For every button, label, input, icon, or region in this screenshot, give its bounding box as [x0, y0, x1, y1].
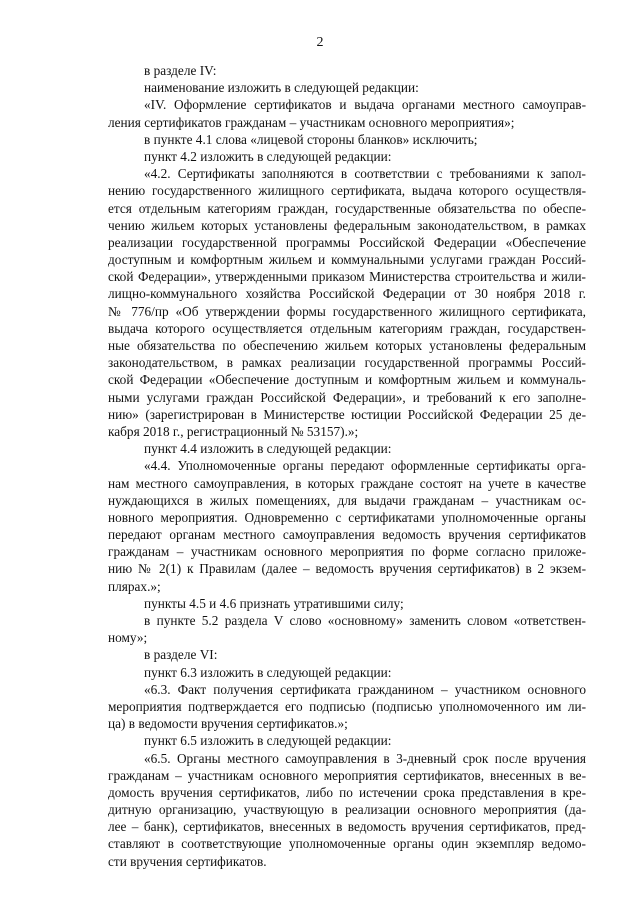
text-line: гражданам – участникам основного мероприятия по форме согласно приложе- — [108, 544, 586, 560]
text-line: «6.5. Органы местного самоуправления в 3-дневный срок после вручения — [144, 750, 586, 766]
text-line: лищно-коммунального хозяйства Российской Федерации от 30 ноября 2018 г. — [108, 286, 586, 302]
text-line: ца) в ведомости вручения сертификатов.»; — [108, 716, 348, 732]
text-line: нению государственного жилищного сертификата, выдача которого осуществля- — [108, 183, 586, 199]
text-line: пункт 6.5 изложить в следующей редакции: — [144, 733, 392, 749]
text-line: лее – банк), сертификатов, внесенных в ведомость вручения сертификатов, пред- — [108, 819, 586, 835]
text-line: «IV. Оформление сертификатов и выдача органами местного самоуправ- — [144, 97, 586, 113]
text-line: нию № 2(1) к Правилам (далее – ведомость вручения сертификатов) в 2 экзем- — [108, 561, 586, 577]
text-line: сти вручения сертификатов. — [108, 853, 267, 869]
text-line: ется отдельным категориям граждан, государственные обязательства по обеспе- — [108, 200, 586, 216]
text-line: пункты 4.5 и 4.6 признать утратившими силу; — [144, 595, 404, 611]
text-line: «4.4. Уполномоченные органы передают оформленные сертификаты орга- — [144, 458, 586, 474]
text-line: ставляют в соответствующие уполномоченные органы один экземпляр ведомо- — [108, 836, 586, 852]
text-line: в разделе IV: — [144, 63, 217, 78]
text-line: ные обязательства по обеспечению жильем которых установлены федеральным — [108, 338, 586, 353]
text-line: «6.3. Факт получения сертификата гражданином – участником основного — [144, 681, 586, 697]
text-line: доступным и комфортным жильем и коммунальными услугами граждан Россий- — [108, 252, 586, 268]
text-line: нуждающихся в жилых помещениях, для выдачи гражданам – участникам ос- — [108, 492, 586, 508]
text-line: дитную организацию, участвующую в реализации основного мероприятия (да- — [108, 802, 586, 818]
text-line: «4.2. Сертификаты заполняются в соответствии с требованиями к запол- — [144, 166, 586, 182]
text-line: гражданам – участникам основного мероприятия сертификатов, внесенных в ве- — [108, 767, 586, 783]
text-line: чению жильем которых установлены федеральным законодательством, в рамках — [108, 217, 586, 233]
text-line: плярах.»; — [108, 578, 161, 594]
text-line: нам местного самоуправления, в которых граждане состоят на учете в качестве — [108, 475, 586, 491]
text-line: пункт 6.3 изложить в следующей редакции: — [144, 664, 392, 680]
text-line: выдача которого осуществляется отдельным категориям граждан, государствен- — [108, 320, 586, 336]
text-line: нию» (зарегистрирован в Министерстве юстиции Российской Федерации 25 де- — [108, 406, 586, 422]
text-line: кабря 2018 г., регистрационный № 53157).»; — [108, 423, 359, 439]
text-line: в разделе VI: — [144, 647, 218, 663]
text-line: ления сертификатов гражданам – участникам основного мероприятия»; — [108, 114, 515, 130]
text-line: домость вручения сертификатов, либо по истечении срока представления в кре- — [108, 784, 586, 800]
text-line: наименование изложить в следующей редакции: — [144, 80, 419, 96]
text-line: законодательством, в рамках реализации государственной программы Россий- — [108, 355, 586, 371]
text-line: № 776/пр «Об утверждении формы государственного жилищного сертификата, — [108, 303, 586, 319]
page-number: 2 — [316, 35, 324, 50]
text-line: ской Федерации», утвержденными приказом Министерства строительства и жили- — [108, 269, 586, 285]
text-line: ской Федерации «Обеспечение доступным и комфортным жильем и коммуналь- — [108, 372, 586, 388]
text-line: пункт 4.4 изложить в следующей редакции: — [144, 441, 392, 457]
text-line: ными услугами граждан Российской Федерации», и требований к его заполне- — [108, 389, 586, 405]
text-line: пункт 4.2 изложить в следующей редакции: — [144, 148, 392, 164]
text-line: передают органам местного самоуправления ведомость вручения сертификатов — [108, 527, 586, 543]
text-line: мероприятия подтверждается его подписью (подписью уполномоченного им ли- — [108, 698, 586, 714]
text-line: в пункте 5.2 раздела V слово «основному» заменить словом «ответствен- — [144, 613, 586, 628]
document-body — [108, 62, 586, 870]
text-line: в пункте 4.1 слова «лицевой стороны бланков» исключить; — [144, 131, 478, 147]
text-line: реализации государственной программы Российской Федерации «Обеспечение — [108, 234, 586, 250]
text-line: новного мероприятия. Одновременно с сертификатами уполномоченные органы — [108, 509, 586, 525]
text-line: ному»; — [108, 630, 148, 646]
